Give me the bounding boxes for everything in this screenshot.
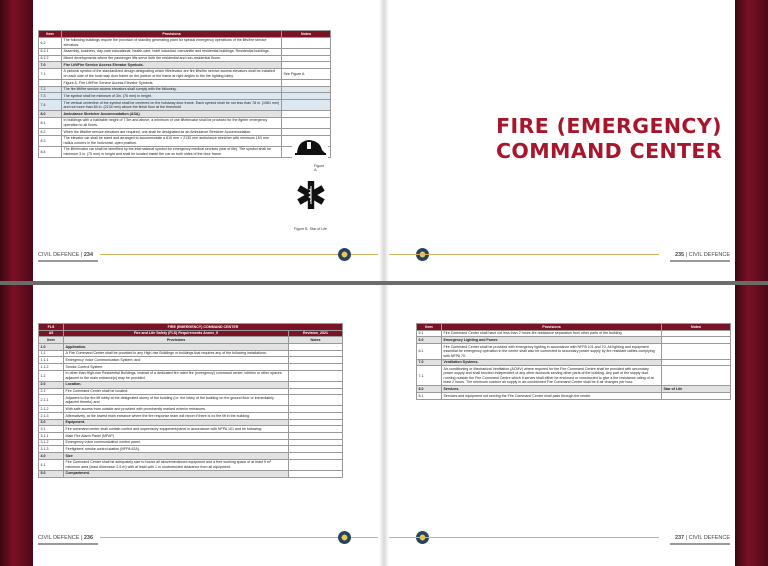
row-notes — [662, 366, 731, 386]
row-item: 6.1 — [417, 344, 442, 360]
row-provision: Services. — [442, 386, 662, 393]
left-edge-band — [0, 0, 33, 281]
row-provision: Compartment. — [64, 470, 289, 477]
annex-code: A5 — [39, 330, 64, 337]
row-notes — [662, 344, 731, 360]
row-notes — [289, 344, 343, 351]
row-item: 7.1 — [39, 68, 62, 79]
row-notes: Star of Life — [662, 386, 731, 393]
table-row — [39, 419, 343, 426]
row-provision: Services and equipment not serving the Fire Command Centre shall pass through the center. — [442, 393, 662, 400]
row-item: 7.3 — [39, 93, 62, 100]
footer-page-237 — [640, 533, 730, 547]
col-header-provisions: Provisions — [62, 31, 282, 38]
row-notes — [289, 419, 343, 426]
table-row — [39, 146, 331, 157]
figure-a-caption: Figure A. — [314, 164, 325, 172]
row-notes — [662, 330, 731, 337]
row-provision: Mixed developments where the passenger lifts serve both the residential and non-residential floors. — [62, 55, 282, 62]
col-header-provisions: Provisions — [64, 337, 289, 344]
row-provision: Fire Command Center shall be located: — [64, 388, 289, 395]
row-item: 8.1 — [39, 117, 62, 128]
row-provision: The following buildings require the provision of standby generating plant for special emergency operations of the lifts/fire service elevators: — [62, 37, 282, 48]
row-provision: Adjacent to the fire lift lobby at the designated storey of the building (i.e. the lobby of the building on the ground floor or immediately adjacent thereto) and — [64, 395, 289, 406]
table-row — [39, 426, 343, 433]
row-notes — [289, 446, 343, 453]
table-row — [417, 366, 731, 386]
table-row — [417, 344, 731, 360]
row-provision: In buildings with a habitable height of 7 5m and above, a minimum of one lift/elevator shall be provided for the fighter emergency operation to all floors. — [62, 117, 282, 128]
row-provision: Equipment. — [64, 419, 289, 426]
row-provision: Air-conditioning or Mechanical Ventilation (ACMV) where required for the Fire Command Centre shall be provided with secondary power supply and shall function independent of any other ductwork serving other parts of the building. Any part of the supply duct running outside the Fire Command Centre which it serves shall either be enclosed or constructed to give a fire resistance rating of at least 2 hours. The minimum outdoor air supply in air-conditioned Fire Command Centre shall be 6 air changes per hour. — [442, 366, 662, 386]
col-header-item: Item — [39, 337, 64, 344]
row-notes — [289, 459, 343, 470]
row-provision: Firefighters' smoke control station (NFPA 92A). — [64, 446, 289, 453]
row-notes — [282, 48, 331, 55]
row-item: 8.2 — [39, 129, 62, 136]
table-row — [39, 357, 343, 364]
row-provision: The fire lift/fire service access elevators shall comply with the following: — [62, 86, 282, 93]
row-notes — [289, 470, 343, 477]
table-row — [39, 364, 343, 371]
row-notes — [662, 393, 731, 400]
table-row — [39, 406, 343, 413]
row-item: 3.1.3 — [39, 446, 64, 453]
right-edge-band — [735, 0, 768, 281]
row-item: 3.1 — [39, 426, 64, 433]
section-title-line2: COMMAND CENTER — [495, 139, 723, 163]
left-edge-band — [0, 285, 33, 566]
footer-page-236 — [38, 533, 378, 547]
top-spread — [0, 0, 768, 281]
annex-subtitle: Fire and Life Safety (FLS) Requirements Annex_5 — [64, 330, 289, 337]
table-row — [39, 433, 343, 440]
table-row — [39, 459, 343, 470]
table-row — [417, 393, 731, 400]
row-item: 5.1 — [417, 330, 442, 337]
row-provision: Figure A. Fire Lift/Fire Service Access Elevator Symbols. — [62, 80, 282, 87]
row-item: 3.1.1 — [39, 433, 64, 440]
row-notes — [289, 406, 343, 413]
row-item: 2.1.1 — [39, 395, 64, 406]
table-row — [39, 117, 331, 128]
row-item: 5.0 — [39, 470, 64, 477]
col-header-notes: Notes — [289, 337, 343, 344]
row-provision: The vertical centerline of the symbol shall be centered on the hoistway door frame. Each symbol shall be not less than 78 in. (1981 mm) and not more than 84 in. (2134 mm) above the finish floor at the threshold — [62, 100, 282, 111]
row-provision: When the lifts/fire service elevators are required, one shall be designated as an Ambulance Stretcher Accommodation. — [62, 129, 282, 136]
row-notes — [282, 117, 331, 128]
table-row — [39, 80, 331, 87]
row-provision: A pictorial symbol of the standardized design designating which lift/elevator are fire lifts/fire service access elevators shall be installed on each side of the hoist way door frame on the portion of the frame at right angles to the fire fighting lobby. — [62, 68, 282, 79]
bottom-spread — [0, 285, 768, 566]
page-footer-label: 237 | CIVIL DEFENCE — [674, 535, 730, 541]
row-provision: Application. — [64, 344, 289, 351]
table-row — [39, 135, 331, 146]
footer-page-234 — [38, 250, 378, 264]
row-item: 1.0 — [39, 344, 64, 351]
figure-b — [294, 180, 327, 231]
row-item: 8.0 — [39, 111, 62, 118]
row-item: 6.2.2 — [39, 55, 62, 62]
table-row — [39, 129, 331, 136]
row-item: 1.2 — [39, 370, 64, 381]
row-item: 2.1.3 — [39, 413, 64, 420]
figure-b-caption: Figure B. Star of Life — [294, 227, 327, 231]
row-item: 2.1 — [39, 388, 64, 395]
row-notes — [662, 359, 731, 366]
row-item: 7.0 — [39, 62, 62, 69]
civil-defence-emblem-icon — [338, 531, 351, 544]
row-item: 8.3 — [39, 135, 62, 146]
col-header-notes: Notes — [282, 31, 331, 38]
star-of-life-icon — [296, 180, 326, 210]
civil-defence-emblem-icon — [338, 248, 351, 261]
row-notes — [282, 80, 331, 87]
table-row — [39, 446, 343, 453]
row-item: 6.2 — [39, 37, 62, 48]
table-row — [39, 370, 343, 381]
row-provision: Fire Command Center shall be provided with emergency lighting in accordance with NFPA 101 and 70. All lighting and equipment essential for emergency operation in the centre shall also be connected to secondary power supply by fire resistant cables complying with NFPA 70. — [442, 344, 662, 360]
row-provision: Ambulance Stretcher Accommodation (ASA) — [62, 111, 282, 118]
row-notes — [289, 370, 343, 381]
row-provision: Alternatively, at the lowest main entrance where the fire response team will report if there is no fire lift in the building. — [64, 413, 289, 420]
figure-a — [292, 136, 328, 172]
row-item: 3.1.2 — [39, 439, 64, 446]
table-row — [39, 62, 331, 69]
row-notes — [282, 129, 331, 136]
row-item: 2.1.2 — [39, 406, 64, 413]
row-notes — [289, 453, 343, 460]
table-row — [39, 111, 331, 118]
row-notes — [289, 433, 343, 440]
row-provision: With safe access from outside and provided with prominently marked exterior entrances. — [64, 406, 289, 413]
row-item — [39, 80, 62, 87]
row-provision: Fire Lift/Fire Service Access Elevator Symbols. — [62, 62, 282, 69]
row-provision: Main Fire Alarm Panel (MFAP) — [64, 433, 289, 440]
table-row — [417, 359, 731, 366]
right-edge-band — [735, 285, 768, 566]
row-provision: Location. — [64, 381, 289, 388]
row-notes — [289, 426, 343, 433]
row-item: 1.1 — [39, 350, 64, 357]
row-notes — [282, 62, 331, 69]
row-provision: Emergency voice communication control panel. — [64, 439, 289, 446]
row-item: 6.0 — [417, 337, 442, 344]
row-notes — [289, 350, 343, 357]
row-provision: The symbol shall be minimum of 3in. (76 mm) in height. — [62, 93, 282, 100]
table-row — [39, 439, 343, 446]
command-center-table — [38, 323, 343, 478]
row-item: 4.0 — [39, 453, 64, 460]
row-provision: Emergency Lighting and Power. — [442, 337, 662, 344]
row-provision: In other than High-rise Residential Buildings, instead of a dedicated fire rated fire (emergency) command center, lobbies or other spaces adjacent to the main entrance(s) may be provided. — [64, 370, 289, 381]
table-row — [417, 330, 731, 337]
revision: Revision_2021 — [289, 330, 343, 337]
table-row — [39, 100, 331, 111]
table-row — [39, 388, 343, 395]
row-notes — [282, 93, 331, 100]
row-notes — [282, 37, 331, 48]
table-row — [417, 337, 731, 344]
page-footer-label: CIVIL DEFENCE | 236 — [38, 535, 94, 541]
command-center-table-continued — [416, 323, 731, 400]
section-title-line1: FIRE (EMERGENCY) — [496, 114, 722, 138]
row-notes — [289, 388, 343, 395]
row-provision: The lift/elevator car shall be identified by the international symbol for emergency medical services (star of life). The symbol shall be minimum 3 in. (75 mm) in height and shall be located inside the car on both sides of the door frame. — [62, 146, 282, 157]
footer-page-235 — [640, 250, 730, 264]
row-notes — [289, 364, 343, 371]
row-provision: Fire Command Center shall have not less than 2 hours fire resistance separation from other parts of the building. — [442, 330, 662, 337]
row-item: 8.1 — [417, 393, 442, 400]
row-item: 6.2.1 — [39, 48, 62, 55]
row-item: 1.1.2 — [39, 364, 64, 371]
col-header-provisions: Provisions — [442, 324, 662, 331]
row-notes — [282, 55, 331, 62]
table-row — [39, 48, 331, 55]
row-provision: Size — [64, 453, 289, 460]
row-notes — [289, 439, 343, 446]
row-item: 1.1.1 — [39, 357, 64, 364]
row-provision: Assembly, business, day-care educational, health-care, hotel industrial, mercantile and residential buildings. Residential buildings. — [62, 48, 282, 55]
row-item: 7.1 — [417, 366, 442, 386]
table-row — [39, 470, 343, 477]
row-item: 8.4 — [39, 146, 62, 157]
book-gutter — [379, 285, 389, 566]
col-header-notes: Notes — [662, 324, 731, 331]
table-row — [39, 68, 331, 79]
row-provision: The elevator car shall be sized and arranged to accommodate a 610 mm × 2130 mm ambulance stretcher with minimum 153 mm radius corners in the horizontal, open position. — [62, 135, 282, 146]
table-row — [39, 37, 331, 48]
col-header-item: Item — [417, 324, 442, 331]
firefighter-helmet-icon — [292, 136, 328, 160]
row-notes — [282, 100, 331, 111]
table-row — [39, 344, 343, 351]
row-notes — [662, 337, 731, 344]
row-notes — [282, 86, 331, 93]
row-notes — [289, 381, 343, 388]
row-provision: A Fire Command Center shall be provided in any High-rise Buildings or buildings that requires any of the following installations: — [64, 350, 289, 357]
row-item: 7.0 — [417, 359, 442, 366]
lift-provisions-table — [38, 30, 331, 158]
page-footer-label: 235 | CIVIL DEFENCE — [674, 252, 730, 258]
row-notes — [289, 357, 343, 364]
row-notes: See Figure A. — [282, 68, 331, 79]
table-row — [39, 350, 343, 357]
page-footer-label: CIVIL DEFENCE | 234 — [38, 252, 94, 258]
row-item: 3.0 — [39, 419, 64, 426]
table-row — [39, 55, 331, 62]
row-item: 7.4 — [39, 100, 62, 111]
book-gutter — [379, 0, 389, 281]
table-title: FIRE (EMERGENCY) COMMAND CENTER — [64, 324, 343, 331]
row-item: 7.2 — [39, 86, 62, 93]
fls-label: FLS — [39, 324, 64, 331]
row-provision: Ventilation Systems. — [442, 359, 662, 366]
row-provision: Emergency Voice Communication System; and — [64, 357, 289, 364]
row-provision: Smoke Control System. — [64, 364, 289, 371]
row-item: 8.0 — [417, 386, 442, 393]
table-row — [39, 381, 343, 388]
table-row — [39, 395, 343, 406]
table-row — [39, 453, 343, 460]
col-header-item: Item — [39, 31, 62, 38]
row-notes — [282, 111, 331, 118]
table-row — [39, 86, 331, 93]
table-row — [39, 93, 331, 100]
row-item: 4.1 — [39, 459, 64, 470]
row-provision: Fire command center shall contain control and supervisory equipment/panel in accordance with NFPA 101 and be following: — [64, 426, 289, 433]
row-item: 2.0 — [39, 381, 64, 388]
section-title — [484, 114, 734, 164]
row-notes — [289, 413, 343, 420]
row-provision: Fire Command Center shall be adequately size to house all abovementioned equipment and a free working space of at least 9 m² minimum area (least dimension 2.5 m) with at least with 1 m unobstructed clearance from all equipment. — [64, 459, 289, 470]
table-row — [417, 386, 731, 393]
table-row — [39, 413, 343, 420]
row-notes — [289, 395, 343, 406]
